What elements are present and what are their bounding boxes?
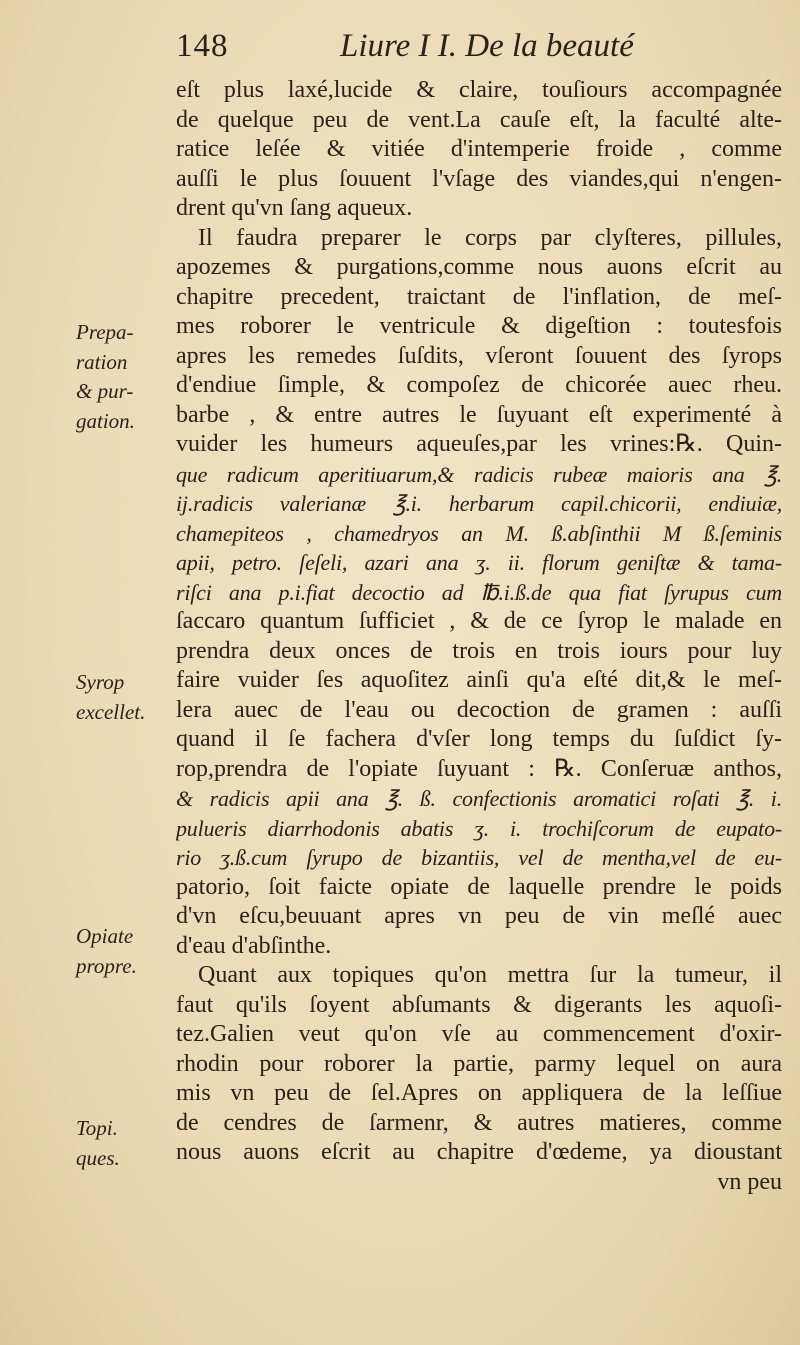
text-line: chapitre precedent, traictant de l'inflation, de meſ- xyxy=(176,283,782,310)
text-line: eſt plus laxé,lucide & claire, touſiours accompagnée xyxy=(176,77,782,103)
text-line: barbe , & entre autres le ſuyuant eſt experimenté à xyxy=(176,401,782,428)
text-line: faut qu'ils ſoyent abſumants & digerants les aquoſi- xyxy=(176,991,782,1018)
text-line: d'vn eſcu,beuuant apres vn peu de vin meſlé auec xyxy=(176,903,782,929)
margin-note-line: excellet. xyxy=(76,699,146,724)
margin-note-line: Topi. xyxy=(76,1116,118,1140)
text-line: mis vn peu de ſel.Apres on appliquera de la leſſiue xyxy=(176,1080,782,1106)
margin-note-line: Syrop xyxy=(76,670,125,694)
text-line: chamepiteos , chamedryos an M. ß.abſinthii M ß.ſeminis xyxy=(176,520,782,546)
text-line: Il faudra preparer le corps par clyſteres, pillules, xyxy=(198,224,782,251)
margin-note-syrop xyxy=(76,668,174,727)
text-line: & radicis apii ana ℥. ß. confectionis aromatici roſati ℥. i. xyxy=(176,786,782,811)
margin-note-opiate xyxy=(76,922,174,981)
text-line: prendra deux onces de trois en trois iours pour luy xyxy=(176,637,782,664)
text-line: quand il ſe fachera d'vſer long temps du ſuſdict ſy- xyxy=(176,726,782,752)
text-line: d'endiue ſimple, & compoſez de chicorée auec rheu. xyxy=(176,372,782,398)
margin-note-line: gation. xyxy=(76,408,135,433)
text-line: pulueris diarrhodonis abatis ʒ. i. trochiſcorum de eupato- xyxy=(176,815,782,841)
page-header xyxy=(176,22,736,70)
catchword: vn peu xyxy=(717,1168,782,1195)
text-line: mes roborer le ventricule & digeſtion : toutesfois xyxy=(176,313,782,339)
text-line: d'eau d'abſinthe. xyxy=(176,932,332,959)
text-line: ij.radicis valerianæ ℥.i. herbarum capil.chicorii, endiuiæ, xyxy=(176,491,782,516)
text-line: rop,prendra de l'opiate ſuyuant : ℞. Conſeruæ anthos, xyxy=(176,755,782,782)
margin-note-topiques xyxy=(76,1114,174,1173)
text-line: apii, petro. ſeſeli, azari ana ʒ. ii. florum geniſtæ & tama- xyxy=(176,550,782,575)
text-line: lera auec de l'eau ou decoction de gramen : auſſi xyxy=(176,696,782,723)
page-number: 148 xyxy=(176,28,229,64)
text-line: Quant aux topiques qu'on mettra ſur la tumeur, il xyxy=(198,962,782,988)
text-line: ratice leſée & vitiée d'intemperie froide , comme xyxy=(176,136,782,162)
text-line: apozemes & purgations,comme nous auons eſcrit au xyxy=(176,254,782,280)
margin-note-line: propre. xyxy=(76,953,137,978)
text-line: rhodin pour roborer la partie, parmy lequel on aura xyxy=(176,1050,782,1077)
body-text xyxy=(176,76,782,1197)
margin-note-line: Opiate xyxy=(76,924,134,948)
text-line: drent qu'vn ſang aqueux. xyxy=(176,195,413,221)
text-line: ſaccaro quantum ſufficiet , & de ce ſyrop le malade en xyxy=(176,608,782,634)
margin-note-line: & pur- xyxy=(76,379,134,403)
margin-note-line: ques. xyxy=(76,1145,120,1170)
text-line: auſſi le plus ſouuent l'vſage des viandes,qui n'engen- xyxy=(176,165,782,192)
text-line: de cendres de ſarmenr, & autres matieres, comme xyxy=(176,1109,782,1136)
text-line: apres les remedes ſuſdits, vſeront ſouuent des ſyrops xyxy=(176,342,782,369)
margin-note-line: Prepa- xyxy=(76,320,134,344)
running-title: Liure I I. De la beauté xyxy=(340,28,634,64)
text-line: patorio, ſoit faicte opiate de laquelle prendre le poids xyxy=(176,873,782,900)
text-line: faire vuider ſes aquoſitez ainſi qu'a eſté dit,& le meſ- xyxy=(176,667,782,693)
text-line: rio ʒ.ß.cum ſyrupo de bizantiis, vel de mentha,vel de eu- xyxy=(176,845,782,870)
text-line: tez.Galien veut qu'on vſe au commencement d'oxir- xyxy=(176,1021,782,1047)
text-line: vuider les humeurs aqueuſes,par les vrines:℞. Quin- xyxy=(176,431,782,457)
margin-note-preparation xyxy=(76,318,174,436)
text-line: nous auons eſcrit au chapitre d'œdeme, ya dioustant xyxy=(176,1139,782,1165)
text-line: que radicum aperitiuarum,& radicis rubeæ maioris ana ℥. xyxy=(176,461,782,487)
text-line: riſci ana p.i.fiat decoctio ad ℔.i.ß.de qua fiat ſyrupus cum xyxy=(176,579,782,605)
margin-note-line: ration xyxy=(76,349,128,374)
text-line: de quelque peu de vent.La cauſe eſt, la faculté alte- xyxy=(176,106,782,133)
